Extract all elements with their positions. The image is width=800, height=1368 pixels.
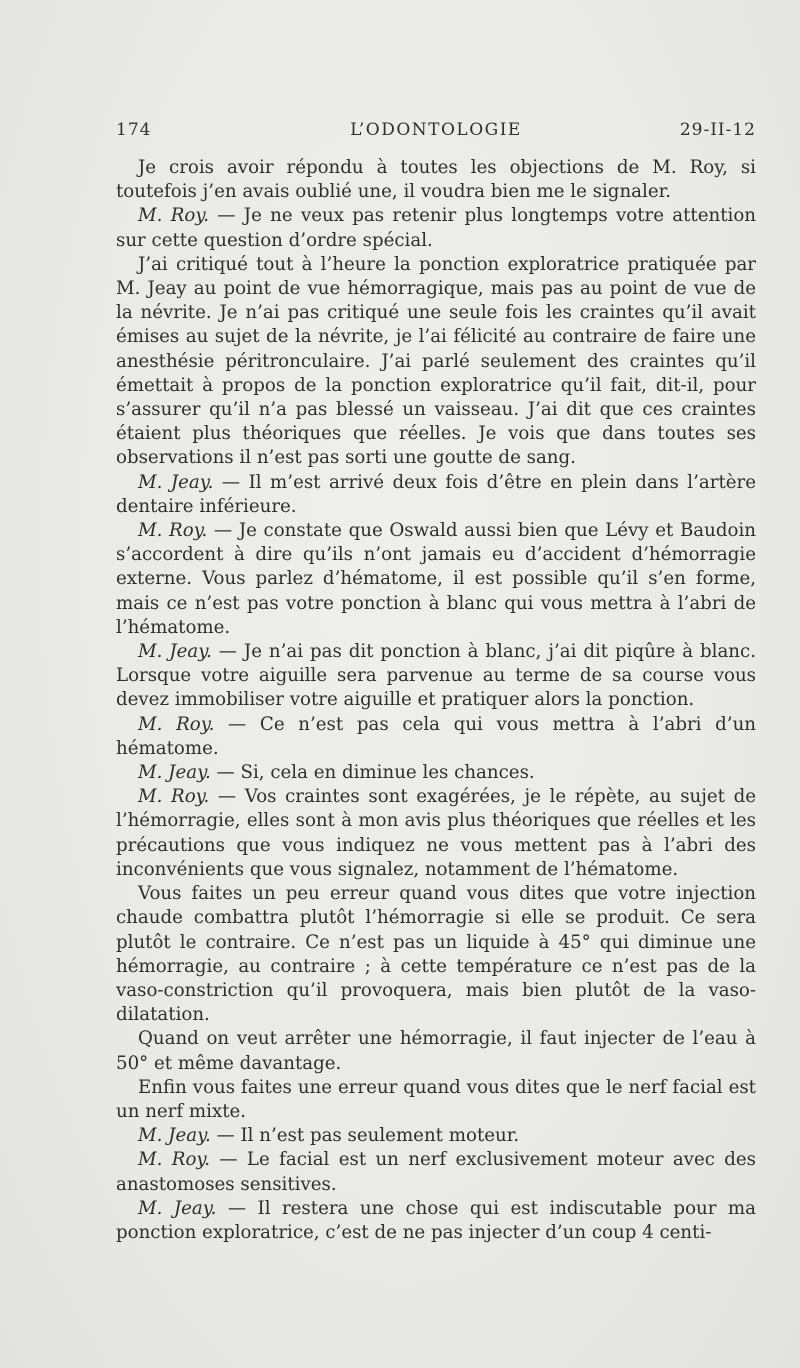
running-header: [116, 120, 756, 146]
paragraph: M. Roy. — Je ne veux pas retenir plus longtemps votre attention sur cette question d’ordre spécial.: [116, 205, 756, 251]
paragraph: M. Roy. — Ce n’est pas cela qui vous mettra à l’abri d’un hématome.: [116, 713, 757, 759]
article-body: [116, 156, 756, 1245]
paragraph: M. Jeay. — Si, cela en diminue les chances.: [138, 762, 535, 784]
paragraph: M. Roy. — Je constate que Oswald aussi bien que Lévy et Baudoin s’accordent à dire qu’ils n’ont jamais eu d’accident d’hémorragie externe. Vous parlez d’hématome, il est possible qu’il s’en forme, mais ce n’est pas votre ponction à blanc qui vous mettra à l’abri de l’hématome.: [116, 520, 756, 638]
page-number: 174: [116, 120, 152, 140]
speaker: M. Roy.: [138, 1149, 211, 1171]
paragraph: Enfin vous faites une erreur quand vous dites que le nerf facial est un nerf mixte.: [116, 1076, 756, 1122]
paragraph: Vous faites un peu erreur quand vous dites que votre injection chaude combattra plutôt l’hémorragie si elle se produit. Ce sera plutôt le contraire. Ce n’est pas un liquide à 45° qui diminue une hémorragie, au contraire ; à cette température ce n’est pas de la vaso-constriction qu’il provoquera, mais bien plutôt de la vaso-dilatation.: [116, 883, 756, 1026]
paragraph: Quand on veut arrêter une hémorragie, il faut injecter de l’eau à 50° et même davantage.: [116, 1028, 756, 1074]
speaker: M. Roy.: [138, 786, 210, 808]
paragraph: J’ai critiqué tout à l’heure la ponction exploratrice pratiquée par M. Jeay au point de vue hémorragique, mais pas au point de vue de la névrite. Je n’ai pas critiqué une seule fois les craintes qu’il avait émises au sujet de la névrite, je l’ai félicité au contraire de faire une anesthésie péritronculaire. J’ai parlé seulement des craintes qu’il émettait à propos de la ponction exploratrice qu’il fait, dit-il, pour s’assurer qu’il n’a pas blessé un vaisseau. J’ai dit que ces craintes étaient plus théoriques que réelles. Je vois que dans toutes ses observations il n’est pas sorti une goutte de sang.: [116, 253, 756, 469]
issue-date: 29-II-12: [679, 120, 756, 140]
speaker: M. Roy.: [138, 520, 208, 542]
speaker: M. Jeay.: [138, 641, 212, 663]
speaker: M. Roy.: [138, 205, 209, 227]
paragraph: M. Roy. — Vos craintes sont exagérées, je le répète, au sujet de l’hémorragie, elles sont à mon avis plus théoriques que réelles et les précautions que vous indiquez ne vous mettent pas à l’abri des inconvénients que vous signalez, notamment de l’hématome.: [116, 786, 756, 880]
speaker: M. Jeay.: [138, 1125, 211, 1147]
speaker: M. Roy.: [138, 713, 215, 735]
speaker: M. Jeay.: [138, 762, 211, 784]
paragraph: M. Jeay. — Je n’ai pas dit ponction à blanc, j’ai dit piqûre à blanc. Lorsque votre aiguille sera parvenue au terme de sa course vous devez immobiliser votre aiguille et pratiquer alors la ponction.: [116, 641, 756, 711]
paragraph: M. Jeay. — Il m’est arrivé deux fois d’être en plein dans l’artère dentaire inférieure.: [116, 471, 756, 517]
paragraph: M. Jeay. — Il restera une chose qui est indiscutable pour ma ponction exploratrice, c’est de ne pas injecter d’un coup 4 centi-: [116, 1197, 756, 1243]
journal-title: L’ODONTOLOGIE: [350, 120, 522, 140]
speaker: M. Jeay.: [138, 471, 214, 493]
speaker: M. Jeay.: [138, 1197, 217, 1219]
paragraph: Je crois avoir répondu à toutes les objections de M. Roy, si toutefois j’en avais oublié une, il voudra bien me le signaler.: [116, 157, 756, 203]
paragraph: M. Roy. — Le facial est un nerf exclusivement moteur avec des anastomoses sensitives.: [116, 1149, 756, 1195]
paragraph: M. Jeay. — Il n’est pas seulement moteur.: [138, 1125, 520, 1147]
